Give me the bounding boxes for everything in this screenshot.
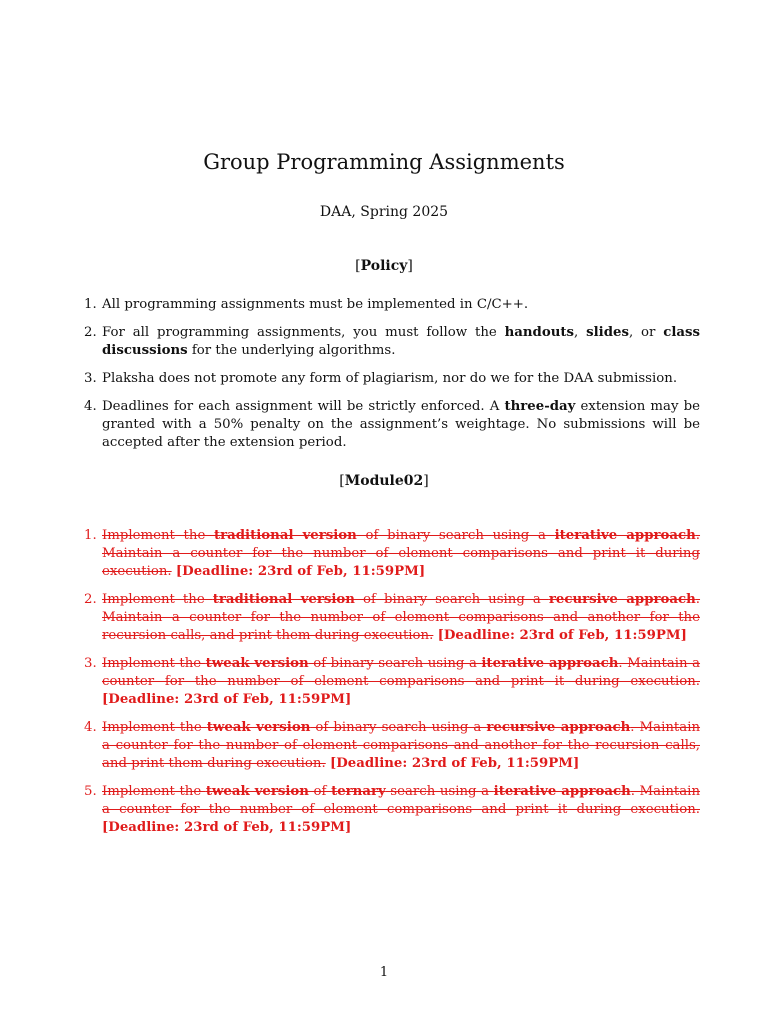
document-subtitle: DAA, Spring 2025	[319, 204, 449, 220]
document-title: Group Programming Assignments	[203, 150, 565, 174]
module-assignment-list	[84, 527, 700, 847]
assignment-item-3	[84, 655, 700, 709]
policy-heading-label: Policy	[360, 258, 408, 274]
assignment-deadline: [Deadline: 23rd of Feb, 11:59PM]	[102, 692, 352, 707]
policy-item-text: for the underlying algorithms.	[187, 343, 396, 358]
module-heading-close-bracket: ]	[423, 473, 429, 489]
policy-item-text: Deadlines for each assignment will be strictly enforced. A	[102, 399, 505, 414]
assignment-keyword: tweak version	[206, 720, 311, 735]
assignment-item-2	[84, 591, 700, 645]
page-number: 1	[379, 965, 389, 980]
policy-list	[84, 296, 700, 462]
module-heading-label: Module02	[344, 473, 424, 489]
assignment-deadline: [Deadline: 23rd of Feb, 11:59PM]	[329, 756, 580, 771]
policy-heading	[0, 258, 768, 274]
assignment-keyword: tweak version	[205, 784, 309, 799]
policy-item-4	[84, 398, 700, 452]
assignment-item-5	[84, 783, 700, 837]
assignment-item-1	[84, 527, 700, 581]
policy-item-number: 2.	[84, 325, 97, 340]
policy-item-text: Plaksha does not promote any form of plagiarism, nor do we for the DAA submission.	[102, 371, 678, 386]
assignment-keyword: iterative approach	[554, 528, 696, 543]
policy-heading-open-bracket: [	[355, 258, 361, 274]
assignment-keyword: iterative approach	[481, 656, 619, 671]
policy-item-number: 3.	[84, 371, 97, 386]
assignment-number: 3.	[84, 656, 97, 671]
policy-item-2	[84, 324, 700, 360]
assignment-deadline: [Deadline: 23rd of Feb, 11:59PM]	[437, 628, 687, 643]
assignment-number: 1.	[84, 528, 97, 543]
policy-keyword-slides: slides	[586, 325, 629, 340]
assignment-number: 5.	[84, 784, 97, 799]
assignment-deadline: [Deadline: 23rd of Feb, 11:59PM]	[175, 564, 426, 579]
policy-item-number: 1.	[84, 297, 97, 312]
assignment-description: Implement the tweak version of binary search using a iterative approach. Maintain a counter for the number of element comparisons and print it during execution.	[102, 656, 701, 689]
assignment-keyword: tweak version	[205, 656, 309, 671]
module-heading-open-bracket: [	[339, 473, 345, 489]
policy-item-text: All programming assignments must be implemented in C/C++.	[102, 297, 529, 312]
policy-keyword-handouts: handouts	[504, 325, 575, 340]
assignment-description: Implement the traditional version of binary search using a recursive approach. Maintain a counter for the number of element comparisons and another for the recursion calls, and print them during execution.	[102, 592, 701, 643]
policy-item-number: 4.	[84, 399, 97, 414]
policy-item-1	[84, 296, 700, 314]
assignment-keyword: iterative approach	[493, 784, 631, 799]
assignment-item-4	[84, 719, 700, 773]
policy-item-text: extension may be granted with a 50% penalty on the assignment’s weightage. No submissions will be accepted after the extension period.	[102, 399, 700, 450]
policy-item-text: ,	[574, 325, 587, 340]
module-heading	[0, 473, 768, 489]
assignment-number: 2.	[84, 592, 97, 607]
assignment-number: 4.	[84, 720, 97, 735]
assignment-keyword: recursive approach	[486, 720, 631, 735]
assignment-keyword: ternary	[331, 784, 386, 799]
assignment-description: Implement the tweak version of binary search using a recursive approach. Maintain a counter for the number of element comparisons and another for the recursion calls, and print them during execution.	[102, 720, 701, 771]
policy-keyword-three-day: three-day	[504, 399, 576, 414]
policy-item-text: , or	[628, 325, 664, 340]
policy-item-text: For all programming assignments, you must follow the	[102, 325, 505, 340]
assignment-description: Implement the traditional version of binary search using a iterative approach. Maintain a counter for the number of element comparisons and print it during execution.	[102, 528, 701, 579]
assignment-keyword: traditional version	[212, 592, 355, 607]
policy-heading-close-bracket: ]	[407, 258, 413, 274]
policy-item-3	[84, 370, 700, 388]
policy-keyword-class-discussions: class discussions	[102, 325, 700, 358]
assignment-description: Implement the tweak version of ternary search using a iterative approach. Maintain a counter for the number of element comparisons and print it during execution.	[102, 784, 701, 817]
assignment-keyword: traditional version	[214, 528, 357, 543]
assignment-keyword: recursive approach	[548, 592, 696, 607]
assignment-deadline: [Deadline: 23rd of Feb, 11:59PM]	[102, 820, 352, 835]
